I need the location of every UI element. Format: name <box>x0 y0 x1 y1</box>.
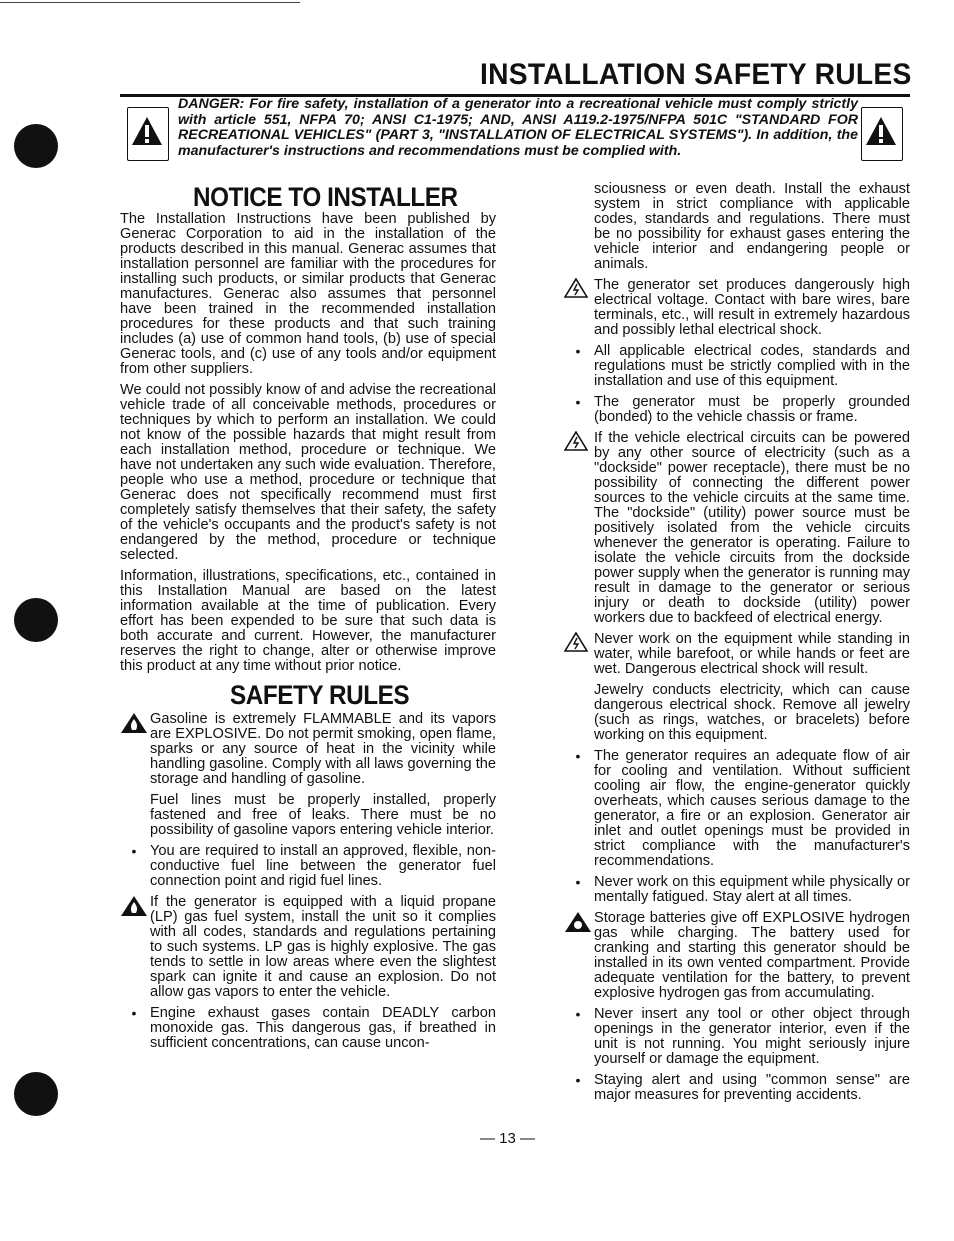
safety-rule: • All applicable electrical codes, standards and regulations must be strictly complied with in the installation and use of this equipment. <box>564 344 910 389</box>
right-column <box>564 182 910 1109</box>
page-title: INSTALLATION SAFETY RULES <box>480 58 912 91</box>
bullet: • <box>575 1006 581 1022</box>
punch-hole <box>14 1072 58 1116</box>
bullet: • <box>131 1005 137 1021</box>
page-number: — 13 — <box>480 1130 536 1147</box>
safety-rule: Never work on the equipment while standing in water, while barefoot, or while hands or feet are wet. Dangerous electrical shock will result. <box>564 632 910 677</box>
notice-paragraph: The Installation Instructions have been published by Generac Corporation to aid in the installation of the products described in this manual. Generac assumes that installation personnel are familiar with the procedures for installing such products, or similar products that Generac manufactures. Generac also assumes that personnel have been trained in the recommended installation procedures for these products and that such training includes (a) use of common hand tools, (b) use of special Generac tools, and (c) use of any tools and/or equipment from other suppliers. <box>120 211 496 377</box>
safety-rule: If the generator is equipped with a liquid propane (LP) gas fuel system, install the unit so it complies with all codes, standards and regulations pertaining to such systems. LP gas is highly explosive. The gas tends to settle in low areas where even the slightest spark can ignite it and cause an explosion. Do not allow gas vapors to enter the vehicle. <box>120 895 496 1000</box>
left-column <box>120 182 496 1057</box>
safety-rule: • Never work on this equipment while physically or mentally fatigued. Stay alert at all times. <box>564 875 910 905</box>
bullet: • <box>575 1072 581 1088</box>
fire-warning-icon <box>120 712 148 734</box>
safety-rule: • You are required to install an approved, flexible, non-conductive fuel line between the generator fuel connection point and rigid fuel lines. <box>120 844 496 889</box>
danger-icon <box>861 107 903 161</box>
electric-shock-icon <box>564 278 592 298</box>
bullet: • <box>575 748 581 764</box>
safety-rule-continued: sciousness or even death. Install the exhaust system in strict compliance with applicable codes, standards and regulations. There must be no possibility for exhaust gases entering the vehicle interior and endangering people or animals. <box>594 181 910 272</box>
notice-heading: NOTICE TO INSTALLER <box>193 182 458 212</box>
safety-rule: Jewelry conducts electricity, which can cause dangerous electrical shock. Remove all jewelry (such as rings, watches, or bracelets) before working on this equipment. <box>594 682 910 743</box>
explosion-warning-icon <box>564 911 592 933</box>
danger-notice: DANGER: For fire safety, installation of a generator into a recreational vehicle must comply strictly with article 551, NFPA 70; ANSI C1-1975; AND, ANSI A119.2-1975/NFPA 501C "STANDARD FOR RECREATIONAL VEHICLES" (PART 3, "INSTALLATION OF ELECTRICAL SYSTEMS"). In addition, the manufacturer's instructions and recommendations must be complied with. <box>178 96 858 159</box>
top-scan-line <box>0 2 300 3</box>
punch-hole <box>14 598 58 642</box>
notice-paragraph: Information, illustrations, specifications, etc., contained in this Installation Manual are based on the latest information available at the time of publication. Every effort has been expended to be sure that such data is both accurate and current. However, the manufacturer reserves the right to change, alter or otherwise improve this product at any time without prior notice. <box>120 568 496 674</box>
punch-hole <box>14 124 58 168</box>
bullet: • <box>575 343 581 359</box>
safety-rule: If the vehicle electrical circuits can be powered by any other source of electricity (such as a "dockside" power receptacle), there must be no possibility of connecting the different power sources to the vehicle circuits at the same time. The "dockside" (utility) power source must be positively isolated from the vehicle circuits whenever the generator is operating. Failure to isolate the vehicle circuits from the dockside power supply when the generator is running may result in damage to the generator or serious injury or death to dockside (utility) power workers due to backfeed of electrical energy. <box>564 431 910 626</box>
notice-paragraph: We could not possibly know of and advise the recreational vehicle trade of all conceivable methods, procedures or techniques by which to perform an installation. We could not know of the possible hazards that might result from each installation method, procedure or technique. We have not undertaken any such wide evaluation. Therefore, people who use a method, procedure or technique that Generac does not specifically recommend must first completely satisfy themselves that their safety, the safety of the vehicle's occupants and the product's safety is not endangered by the method, procedure or technique selected. <box>120 382 496 563</box>
bullet: • <box>575 874 581 890</box>
fire-warning-icon <box>120 895 148 917</box>
safety-rule: • The generator must be properly grounded (bonded) to the vehicle chassis or frame. <box>564 395 910 425</box>
safety-rule: • Never insert any tool or other object through openings in the generator interior, even if the unit is not running. You might seriously injure yourself or damage the equipment. <box>564 1007 910 1067</box>
safety-rule: Gasoline is extremely FLAMMABLE and its vapors are EXPLOSIVE. Do not permit smoking, open flame, sparks or any source of heat in the vicinity while handling gasoline. Comply with all laws governing the storage and handling of gasoline. <box>120 712 496 787</box>
danger-icon <box>127 107 169 161</box>
electric-shock-icon <box>564 431 592 451</box>
safety-rule: Storage batteries give off EXPLOSIVE hydrogen gas while charging. The battery used for cranking and starting this generator should be installed in its own vented compartment. Provide adequate ventilation for the battery, to prevent explosive hydrogen gas from accumulating. <box>564 911 910 1001</box>
safety-rule: • Engine exhaust gases contain DEADLY carbon monoxide gas. This dangerous gas, if breathed in sufficient concentrations, can cause uncon- <box>120 1006 496 1051</box>
bullet: • <box>575 394 581 410</box>
safety-rule: • The generator requires an adequate flow of air for cooling and ventilation. Without sufficient cooling air flow, the engine-generator quickly overheats, which causes serious damage to the generator, a fire or an explosion. Generator air inlet and outlet openings must be provided in strict compliance with the manufacturer's recommendations. <box>564 749 910 869</box>
safety-rules-heading: SAFETY RULES <box>230 680 410 710</box>
electric-shock-icon <box>564 632 592 652</box>
bullet: • <box>131 843 137 859</box>
safety-rule: • Staying alert and using "common sense" are major measures for preventing accidents. <box>564 1073 910 1103</box>
safety-rule: The generator set produces dangerously high electrical voltage. Contact with bare wires, bare terminals, etc., will result in extremely hazardous and possibly lethal electrical shock. <box>564 278 910 338</box>
safety-rule: Fuel lines must be properly installed, properly fastened and free of leaks. There must be no possibility of gasoline vapors entering vehicle interior. <box>150 792 496 838</box>
